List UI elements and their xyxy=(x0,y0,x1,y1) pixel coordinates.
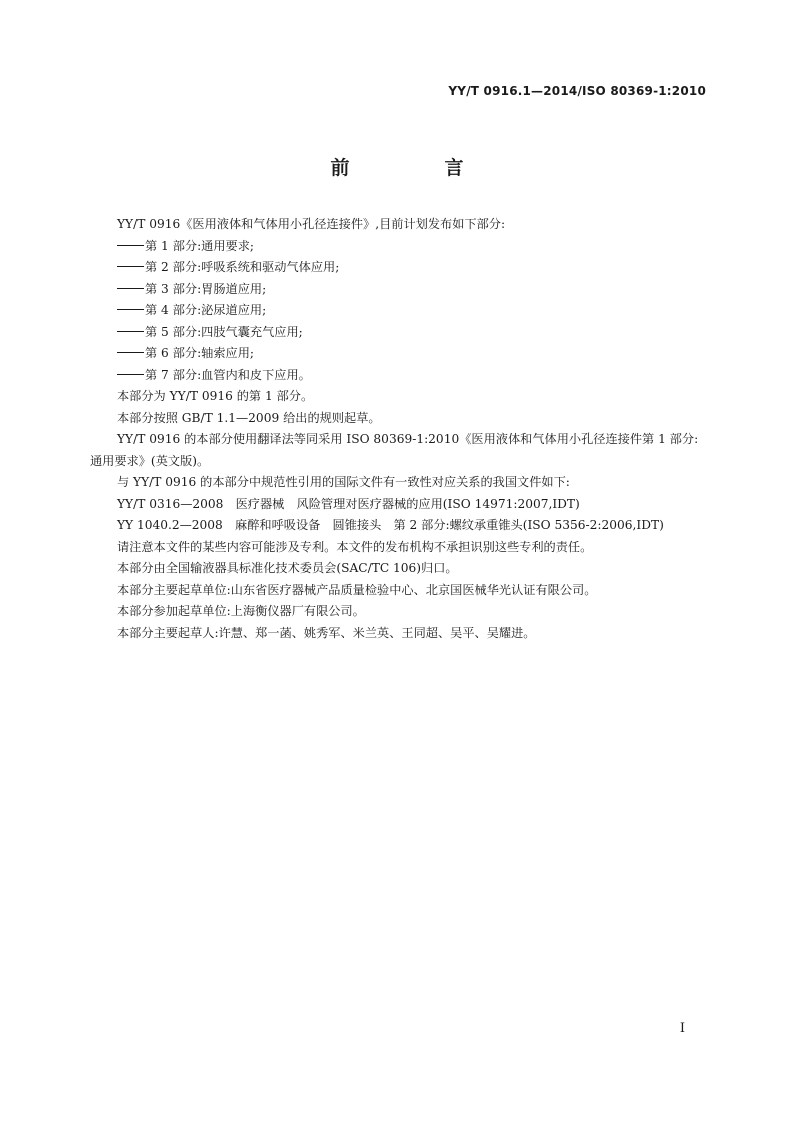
foreword-body xyxy=(90,214,710,644)
em-dash xyxy=(117,374,144,375)
em-dash xyxy=(117,266,144,267)
patent-paragraph: 请注意本文件的某些内容可能涉及专利。本文件的发布机构不承担识别这些专利的责任。 xyxy=(117,539,593,554)
list-item xyxy=(90,300,710,322)
em-dash xyxy=(117,309,144,310)
list-item xyxy=(90,279,710,301)
main-drafters-paragraph: 本部分主要起草人:许慧、郑一菡、姚秀军、米兰英、王同超、吴平、吴耀进。 xyxy=(117,625,536,640)
main-drafting-org-paragraph: 本部分主要起草单位:山东省医疗器械产品质量检验中心、北京国医械华光认证有限公司。 xyxy=(117,582,597,597)
list-item-text: 第 6 部分:轴索应用; xyxy=(145,346,255,360)
em-dash xyxy=(117,331,144,332)
list-item-text: 第 5 部分:四肢气囊充气应用; xyxy=(145,324,303,339)
em-dash xyxy=(117,352,144,353)
list-item-text: 第 7 部分:血管内和皮下应用。 xyxy=(145,367,311,382)
list-item xyxy=(90,322,710,344)
page-number: I xyxy=(679,1021,685,1036)
reference-line: YY/T 0316—2008 医疗器械 风险管理对医疗器械的应用(ISO 14971:2007,IDT) xyxy=(117,496,580,511)
correspondence-paragraph: 与 YY/T 0916 的本部分中规范性引用的国际文件有一致性对应关系的我国文件如下: xyxy=(117,475,570,489)
list-item-text: 第 1 部分:通用要求; xyxy=(145,238,255,253)
reference-line: YY 1040.2—2008 麻醉和呼吸设备 圆锥接头 第 2 部分:螺纹承重锥头(ISO 5356-2:2006,IDT) xyxy=(117,518,664,532)
part-of-paragraph: 本部分为 YY/T 0916 的第 1 部分。 xyxy=(117,389,314,403)
em-dash xyxy=(117,288,144,289)
participating-org-paragraph: 本部分参加起草单位:上海衡仪器厂有限公司。 xyxy=(117,604,365,618)
translation-paragraph: YY/T 0916 的本部分使用翻译法等同采用 ISO 80369-1:2010《医用液体和气体用小孔径连接件第 1 部分:通用要求》(英文版)。 xyxy=(90,432,699,468)
list-item xyxy=(90,236,710,258)
list-item-text: 第 2 部分:呼吸系统和驱动气体应用; xyxy=(145,260,340,274)
intro-paragraph: YY/T 0916《医用液体和气体用小孔径连接件》,目前计划发布如下部分: xyxy=(117,217,506,231)
page-title: 前 言 xyxy=(330,157,502,179)
list-item xyxy=(90,343,710,365)
list-item-text: 第 4 部分:泌尿道应用; xyxy=(145,303,267,317)
list-item xyxy=(90,257,710,279)
drafting-rules-paragraph: 本部分按照 GB/T 1.1—2009 给出的规则起草。 xyxy=(117,410,381,425)
em-dash xyxy=(117,245,144,246)
list-item xyxy=(90,365,710,387)
committee-paragraph: 本部分由全国输液器具标准化技术委员会(SAC/TC 106)归口。 xyxy=(117,561,458,575)
standard-code: YY/T 0916.1—2014/ISO 80369-1:2010 xyxy=(448,84,706,98)
list-item-text: 第 3 部分:胃肠道应用; xyxy=(145,281,267,296)
